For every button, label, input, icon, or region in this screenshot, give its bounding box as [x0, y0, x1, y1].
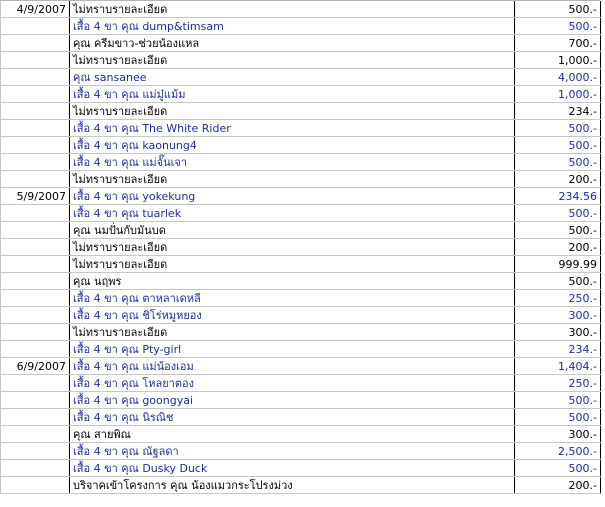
amount-cell[interactable]: 500.- [515, 137, 601, 154]
description-cell[interactable]: เสื้อ 4 ขา คุณ dump&timsam [70, 18, 515, 35]
amount-cell[interactable]: 300.- [515, 307, 601, 324]
date-cell[interactable] [1, 443, 70, 460]
description-cell[interactable]: บริจาคเข้าโครงการ คุณ น้องแมวกระโปรงม่วง [70, 477, 515, 494]
table-row[interactable] [1, 137, 601, 154]
table-row[interactable] [1, 273, 601, 290]
date-cell[interactable] [1, 205, 70, 222]
amount-cell[interactable]: 500.- [515, 205, 601, 222]
date-cell[interactable] [1, 120, 70, 137]
amount-cell[interactable]: 234.56 [515, 188, 601, 205]
date-cell[interactable] [1, 273, 70, 290]
amount-cell[interactable]: 200.- [515, 171, 601, 188]
date-cell[interactable] [1, 256, 70, 273]
description-cell[interactable]: เสื้อ 4 ขา คุณ yokekung [70, 188, 515, 205]
amount-cell[interactable]: 234.- [515, 103, 601, 120]
date-cell[interactable] [1, 35, 70, 52]
table-row[interactable] [1, 171, 601, 188]
table-row[interactable] [1, 18, 601, 35]
table-row[interactable] [1, 307, 601, 324]
description-cell[interactable]: คุณ sansanee [70, 69, 515, 86]
description-cell[interactable]: เสื้อ 4 ขา คุณ โหลยาตอง [70, 375, 515, 392]
table-row[interactable] [1, 392, 601, 409]
date-cell[interactable] [1, 307, 70, 324]
amount-cell[interactable]: 200.- [515, 239, 601, 256]
table-row[interactable] [1, 426, 601, 443]
amount-cell[interactable]: 1,000.- [515, 52, 601, 69]
description-cell[interactable]: เสื้อ 4 ขา คุณ แม่จั๊นเจา [70, 154, 515, 171]
description-cell[interactable]: ไม่ทราบรายละเอียด [70, 1, 515, 18]
date-cell[interactable] [1, 171, 70, 188]
table-row[interactable] [1, 35, 601, 52]
table-row[interactable] [1, 324, 601, 341]
date-cell[interactable] [1, 324, 70, 341]
amount-cell[interactable]: 500.- [515, 273, 601, 290]
amount-cell[interactable]: 500.- [515, 18, 601, 35]
date-cell[interactable] [1, 409, 70, 426]
amount-cell[interactable]: 250.- [515, 290, 601, 307]
table-row[interactable] [1, 205, 601, 222]
table-row[interactable] [1, 69, 601, 86]
amount-cell[interactable]: 500.- [515, 392, 601, 409]
date-cell[interactable] [1, 52, 70, 69]
table-row[interactable] [1, 477, 601, 494]
amount-cell[interactable]: 300.- [515, 324, 601, 341]
description-cell[interactable]: เสื้อ 4 ขา คุณ Pty-girl [70, 341, 515, 358]
date-cell[interactable] [1, 426, 70, 443]
table-row[interactable] [1, 154, 601, 171]
date-cell[interactable]: 6/9/2007 [1, 358, 70, 375]
description-cell[interactable]: ไม่ทราบรายละเอียด [70, 52, 515, 69]
date-cell[interactable]: 4/9/2007 [1, 1, 70, 18]
table-row[interactable] [1, 358, 601, 375]
amount-cell[interactable]: 200.- [515, 477, 601, 494]
table-row[interactable] [1, 222, 601, 239]
description-cell[interactable]: เสื้อ 4 ขา คุณ tuarlek [70, 205, 515, 222]
amount-cell[interactable]: 500.- [515, 409, 601, 426]
description-cell[interactable]: เสื้อ 4 ขา คุณ The White Rider [70, 120, 515, 137]
description-cell[interactable]: เสื้อ 4 ขา คุณ ณัฐลดา [70, 443, 515, 460]
amount-cell[interactable]: 700.- [515, 35, 601, 52]
table-row[interactable] [1, 443, 601, 460]
table-row[interactable] [1, 256, 601, 273]
description-cell[interactable]: ไม่ทราบรายละเอียด [70, 324, 515, 341]
description-cell[interactable]: เสื้อ 4 ขา คุณ goongyai [70, 392, 515, 409]
date-cell[interactable] [1, 18, 70, 35]
amount-cell[interactable]: 300.- [515, 426, 601, 443]
date-cell[interactable] [1, 222, 70, 239]
description-cell[interactable]: เสื้อ 4 ขา คุณ นิรณิช [70, 409, 515, 426]
description-cell[interactable]: เสื้อ 4 ขา คุณ แม่มู๋แม้ม [70, 86, 515, 103]
description-cell[interactable]: คุณ นมปั่นกับมันบด [70, 222, 515, 239]
date-cell[interactable] [1, 137, 70, 154]
description-cell[interactable]: ไม่ทราบรายละเอียด [70, 256, 515, 273]
amount-cell[interactable]: 1,000.- [515, 86, 601, 103]
date-cell[interactable] [1, 392, 70, 409]
table-row[interactable] [1, 239, 601, 256]
amount-cell[interactable]: 2,500.- [515, 443, 601, 460]
amount-cell[interactable]: 500.- [515, 460, 601, 477]
table-row[interactable] [1, 188, 601, 205]
description-cell[interactable]: ไม่ทราบรายละเอียด [70, 239, 515, 256]
amount-cell[interactable]: 500.- [515, 120, 601, 137]
amount-cell[interactable]: 500.- [515, 154, 601, 171]
description-cell[interactable]: ไม่ทราบรายละเอียด [70, 103, 515, 120]
date-cell[interactable] [1, 69, 70, 86]
description-cell[interactable]: ไม่ทราบรายละเอียด [70, 171, 515, 188]
description-cell[interactable]: เสื้อ 4 ขา คุณ ตาหลาเดหลี [70, 290, 515, 307]
table-row[interactable] [1, 52, 601, 69]
amount-cell[interactable]: 250.- [515, 375, 601, 392]
donation-table [0, 1, 601, 494]
date-cell[interactable] [1, 239, 70, 256]
date-cell[interactable] [1, 290, 70, 307]
amount-cell[interactable]: 999.99 [515, 256, 601, 273]
date-cell[interactable] [1, 477, 70, 494]
donation-table-body [1, 1, 601, 494]
description-cell[interactable]: คุณ สายพิณ [70, 426, 515, 443]
date-cell[interactable] [1, 154, 70, 171]
description-cell[interactable]: คุณ นฤพร [70, 273, 515, 290]
table-row[interactable] [1, 103, 601, 120]
amount-cell[interactable]: 500.- [515, 222, 601, 239]
description-cell[interactable]: เสื้อ 4 ขา คุณ แม่น้องเอม [70, 358, 515, 375]
date-cell[interactable] [1, 341, 70, 358]
table-row[interactable] [1, 86, 601, 103]
table-row[interactable] [1, 1, 601, 18]
amount-cell[interactable]: 4,000.- [515, 69, 601, 86]
amount-cell[interactable]: 500.- [515, 1, 601, 18]
date-cell[interactable] [1, 86, 70, 103]
date-cell[interactable] [1, 375, 70, 392]
table-row[interactable] [1, 460, 601, 477]
date-cell[interactable] [1, 460, 70, 477]
table-row[interactable] [1, 375, 601, 392]
amount-cell[interactable]: 234.- [515, 341, 601, 358]
table-row[interactable] [1, 341, 601, 358]
description-cell[interactable]: เสื้อ 4 ขา คุณ kaonung4 [70, 137, 515, 154]
date-cell[interactable] [1, 103, 70, 120]
table-row[interactable] [1, 409, 601, 426]
table-row[interactable] [1, 290, 601, 307]
table-row[interactable] [1, 120, 601, 137]
amount-cell[interactable]: 1,404.- [515, 358, 601, 375]
description-cell[interactable]: เสื้อ 4 ขา คุณ ชิโร่หมูหยอง [70, 307, 515, 324]
description-cell[interactable]: คุณ ครีมขาว-ช่วยน้องแหล [70, 35, 515, 52]
description-cell[interactable]: เสื้อ 4 ขา คุณ Dusky Duck [70, 460, 515, 477]
date-cell[interactable]: 5/9/2007 [1, 188, 70, 205]
